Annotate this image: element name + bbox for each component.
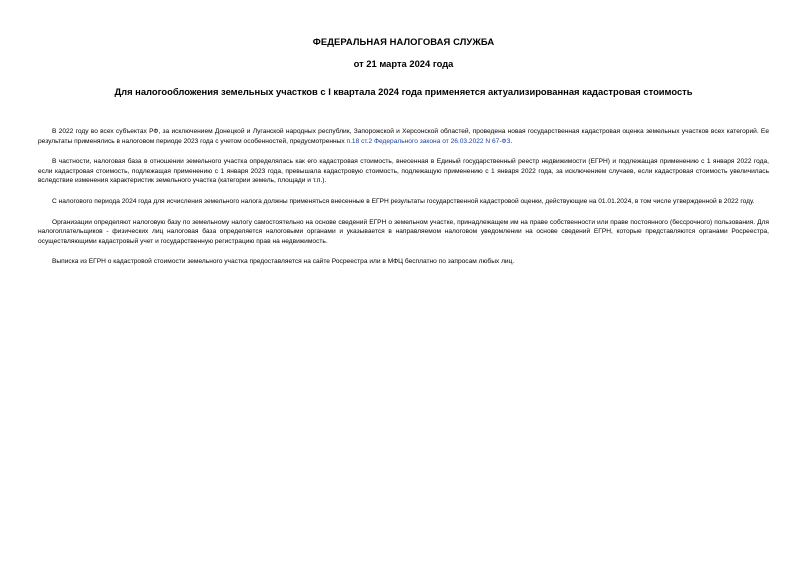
organization-title: ФЕДЕРАЛЬНАЯ НАЛОГОВАЯ СЛУЖБА xyxy=(312,36,495,47)
federal-law-link[interactable]: п.18 ст.2 Федерального закона от 26.03.2022 N 67-ФЗ xyxy=(346,137,511,145)
paragraph-2: В частности, налоговая база в отношении земельного участка определялась как его кадастровая стоимость, внесенная в Единый государственный реестр недвижимости (ЕГРН) и подлежащая применению с 1 января 2022 года, если кадастровая стоимость, подлежащая применению с 1 января 2023 года, превышала кадастровую стоимость, подлежащую применению с 1 января 2022 года, за исключением случаев, если кадастровая стоимость увеличилась вследствие изменения характеристик земельного участка (категории земель, площади и т.п.). xyxy=(38,158,769,185)
paragraph-4: Организации определяют налоговую базу по земельному налогу самостоятельно на основе сведений ЕГРН о земельном участке, принадлежащем им на праве собственности или праве постоянного (бессрочного) пользования. Для налогоплательщиков - физических лиц налоговая база определяется налоговыми органами и указывается в направляемом налоговом уведомлении на основе сведений ЕГРН, которые представляются органами Росреестра, осуществляющими кадастровый учет и государственную регистрацию прав на недвижимость. xyxy=(38,218,769,245)
paragraph-3: С налогового периода 2024 года для исчисления земельного налога должны применяться внесенные в ЕГРН результаты государственной кадастровой оценки, действующие на 01.01.2024, в том числе утвержденной в 2022 году. xyxy=(52,197,755,205)
paragraph-1-end: . xyxy=(510,137,513,145)
paragraph-1-text: В 2022 году во всех субъектах РФ, за исключением Донецкой и Луганской народных республик, Запорожской и Херсонской областей, проведена новая государственная кадастровая оценка земельных участков всех категорий. Ее результаты применялись в налоговом периоде 2023 года с учетом особенностей, предусмотренных xyxy=(38,128,769,145)
paragraph-1 xyxy=(38,127,769,146)
paragraph-5: Выписка из ЕГРН о кадастровой стоимости земельного участка предоставляется на сайте Росреестра или в МФЦ бесплатно по запросам любых лиц. xyxy=(52,258,515,266)
document-body xyxy=(38,127,769,278)
document-date: от 21 марта 2024 года xyxy=(353,58,454,69)
document-headline: Для налогообложения земельных участков с I квартала 2024 года применяется актуализированная кадастровая стоимость xyxy=(114,86,693,97)
